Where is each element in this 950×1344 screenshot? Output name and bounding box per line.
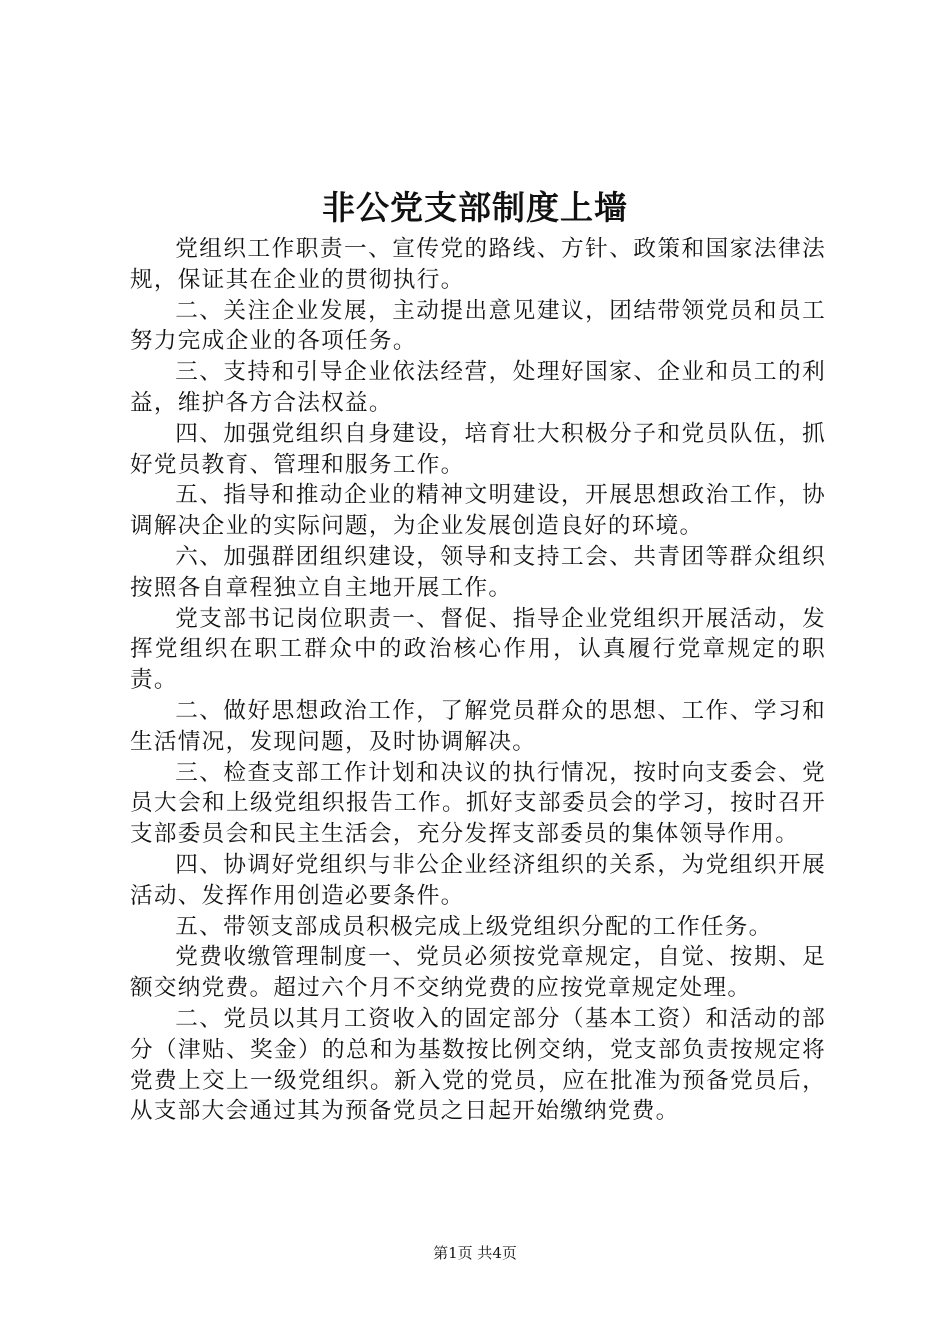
paragraph: 五、带领支部成员积极完成上级党组织分配的工作任务。 (175, 913, 773, 940)
paragraph: 三、检查支部工作计划和决议的执行情况，按时向支委会、党员大会和上级党组织报告工作。抓好支部委员会的学习，按时召开支部委员会和民主生活会，充分发挥支部委员的集体领导作用。 (130, 759, 826, 848)
paragraph: 二、关注企业发展，主动提出意见建议，团结带领党员和员工努力完成企业的各项任务。 (130, 297, 826, 355)
paragraph: 二、党员以其月工资收入的固定部分（基本工资）和活动的部分（津贴、奖金）的总和为基数按比例交纳，党支部负责按规定将党费上交上一级党组织。新入党的党员，应在批准为预备党员后，从支部大会通过其为预备党员之日起开始缴纳党费。 (130, 1005, 826, 1125)
paragraph: 党费收缴管理制度一、党员必须按党章规定，自觉、按期、足额交纳党费。超过六个月不交纳党费的应按党章规定处理。 (130, 944, 826, 1002)
document-body (130, 234, 826, 1127)
paragraph: 二、做好思想政治工作，了解党员群众的思想、工作、学习和生活情况，发现问题，及时协调解决。 (130, 697, 826, 755)
paragraph: 四、协调好党组织与非公企业经济组织的关系，为党组织开展活动、发挥作用创造必要条件。 (130, 851, 826, 909)
paragraph: 四、加强党组织自身建设，培育壮大积极分子和党员队伍，抓好党员教育、管理和服务工作。 (130, 420, 826, 478)
paragraph: 党支部书记岗位职责一、督促、指导企业党组织开展活动，发挥党组织在职工群众中的政治核心作用，认真履行党章规定的职责。 (130, 605, 826, 694)
paragraph: 三、支持和引导企业依法经营，处理好国家、企业和员工的利益，维护各方合法权益。 (130, 359, 826, 416)
page-footer: 第1页 共4页 (433, 1244, 517, 1262)
document-title: 非公党支部制度上墙 (322, 188, 628, 227)
paragraph: 党组织工作职责一、宣传党的路线、方针、政策和国家法律法规，保证其在企业的贯彻执行。 (130, 236, 826, 293)
paragraph: 六、加强群团组织建设，领导和支持工会、共青团等群众组织按照各自章程独立自主地开展工作。 (130, 543, 826, 601)
paragraph: 五、指导和推动企业的精神文明建设，开展思想政治工作，协调解决企业的实际问题，为企业发展创造良好的环境。 (130, 482, 826, 540)
